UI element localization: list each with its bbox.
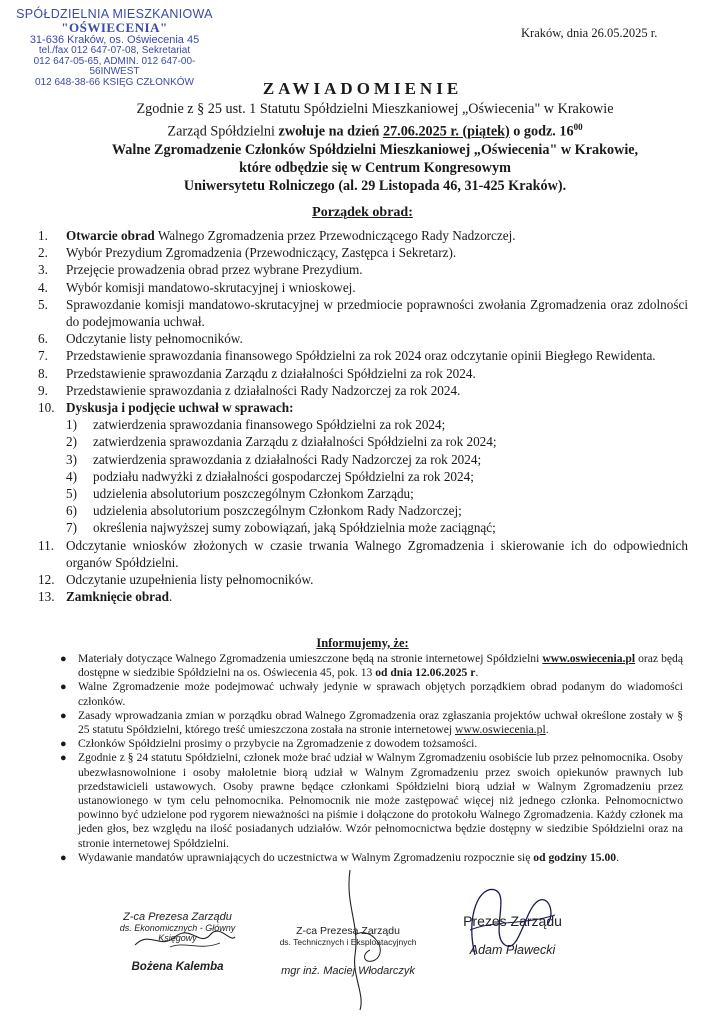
intro-line: Walne Zgromadzenie Członków Spółdzielni Mieszkaniowej „Oświecenia" w Krakowie, — [111, 141, 639, 158]
agenda-subitem-text: podziału nadwyżki z działalności gospodarczej Spółdzielni za rok 2024; — [93, 468, 474, 484]
bullet-icon: ● — [60, 681, 67, 694]
agenda-item — [38, 347, 688, 364]
agenda-subitem — [38, 416, 688, 433]
info-list — [58, 652, 683, 865]
info-item: ● Członków Spółdzielni prosimy o przybycie na Zgromadzenie z dowodem tożsamości. — [60, 737, 478, 751]
agenda-subitem-number: 6) — [66, 503, 77, 519]
agenda-item-number: 3. — [38, 262, 48, 278]
agenda-item-text: Odczytanie listy pełnomocników. — [66, 331, 243, 347]
agenda-subitem-text: zatwierdzenia sprawozdania Zarządu z działalności Spółdzielni za rok 2024; — [93, 434, 497, 450]
agenda-item — [38, 296, 688, 330]
agenda-subitem-text: zatwierdzenia sprawozdania finansowego Spółdzielni za rok 2024; — [93, 417, 446, 433]
agenda-item — [38, 227, 688, 244]
agenda-item-text: Wybór Prezydium Zgromadzenia (Przewodniczący, Zastępca i Sekretarz). — [66, 245, 457, 261]
agenda-item-text: Przejęcie prowadzenia obrad przez wybrane Prezydium. — [66, 262, 363, 278]
stamp-line: SPÓŁDZIELNIA MIESZKANIOWA — [16, 7, 213, 21]
agenda-subitem — [38, 468, 688, 485]
agenda-item-text: Walnego Zgromadzenia przez Przewodniczącego Rady Nadzorczej. — [154, 228, 516, 243]
agenda-item-bold: Zamknięcie obrad — [66, 589, 169, 605]
agenda-item — [38, 588, 688, 605]
signature-name: Adam Pławecki — [469, 943, 556, 957]
agenda-item-number: 2. — [38, 245, 48, 261]
agenda-item-number: 5. — [38, 296, 48, 312]
agenda-item-number: 10. — [38, 400, 55, 416]
bullet-icon: ● — [60, 738, 67, 751]
agenda-subitem-text: udzielenia absolutorium poszczególnym Członkom Zarządu; — [93, 486, 414, 502]
stamp-line: tel./fax 012 647-07-08, Sekretariat — [38, 45, 191, 57]
agenda-subitem-number: 7) — [66, 520, 77, 536]
stamp-line: 012 648-38-66 KSIĘG CZŁONKÓW — [35, 76, 194, 88]
agenda-subitem-number: 1) — [66, 417, 77, 433]
agenda-item — [38, 261, 688, 278]
agenda-subitem-text: udzielenia absolutorium poszczególnym Członkom Rady Nadzorczej; — [93, 503, 462, 519]
agenda-item-text: Odczytanie wniosków złożonych w czasie trwania Walnego Zgromadzenia i skierowanie ich do odpowiednich organów Spółdzielni. — [66, 537, 688, 570]
website-link[interactable]: www.oswiecenia.pl — [455, 723, 546, 737]
signature-block-president — [445, 913, 580, 957]
intro-line: Uniwersytetu Rolniczego (al. 29 Listopada 46, 31-425 Kraków). — [183, 177, 567, 194]
agenda-item-text: Przedstawienie sprawozdania z działalności Rady Nadzorczej za rok 2024. — [66, 382, 461, 398]
agenda-list — [38, 227, 688, 605]
bullet-icon: ● — [60, 851, 67, 864]
info-item: ● Materiały dotyczące Walnego Zgromadzenia umieszczone będą na stronie internetowej Spółdzielni www.oswiecenia.pl oraz będą dostępne w siedzibie Spółdzielni na os. Oświecenia 45, pok. 13 od dnia 12.06.2025 r. — [60, 652, 683, 680]
agenda-item-number: 1. — [38, 228, 48, 243]
signature-title: Prezes Zarządu — [463, 913, 562, 929]
bullet-icon: ● — [60, 752, 67, 765]
meeting-date: 27.06.2025 r. (piątek) — [382, 123, 510, 140]
intro-text: Zarząd Spółdzielni — [167, 123, 279, 140]
agenda-item-number: 11. — [38, 537, 54, 553]
agenda-subitem-number: 4) — [66, 468, 77, 484]
intro-line: Zgodnie z § 25 ust. 1 Statutu Spółdzielni Mieszkaniowej „Oświecenia" w Krakowie — [136, 101, 614, 117]
agenda-item-number: 13. — [38, 589, 55, 605]
agenda-subitem — [38, 519, 688, 536]
bullet-icon: ● — [60, 709, 67, 722]
stamp-line: 012 647-05-65, ADMIN. 012 647-00-56INWEST — [33, 55, 196, 78]
agenda-item-text: Przedstawienie sprawozdania Zarządu z działalności Spółdzielni za rok 2024. — [66, 365, 476, 381]
signature-subtitle: ds. Technicznych i Eksploatacyjnych — [279, 937, 417, 947]
info-item: ● Zasady wprowadzania zmian w porządku obrad Walnego Zgromadzenia oraz zgłaszania projektów uchwał określone zostały w § 25 statutu Spółdzielni, którego treść umieszczona została na stronie internetowej www.oswiecenia.pl. — [60, 708, 683, 737]
agenda-subitem — [38, 485, 688, 502]
agenda-item-text: Przedstawienie sprawozdania finansowego Spółdzielni za rok 2024 oraz odczytanie opinii Biegłego Rewidenta. — [66, 348, 656, 364]
document-date: Kraków, dnia 26.05.2025 r. — [521, 26, 658, 40]
agenda-item-text: Wybór komisji mandatowo-skrutacyjnej i wnioskowej. — [66, 279, 356, 295]
signature-title: Z-ca Prezesa Zarządu — [296, 925, 400, 937]
website-link[interactable]: www.oswiecenia.pl — [542, 652, 636, 665]
agenda-subitem-number: 3) — [66, 451, 77, 467]
intro-line — [45, 118, 705, 141]
signature-title: Z-ca Prezesa Zarządu — [123, 911, 232, 923]
agenda-item — [38, 571, 688, 588]
agenda-item-number: 8. — [38, 365, 48, 381]
agenda-item-number: 7. — [38, 348, 48, 364]
intro-bold: zwołuje na dzień — [278, 123, 383, 140]
agenda-subitem — [38, 502, 688, 519]
agenda-item — [38, 537, 688, 571]
agenda-item — [38, 279, 688, 296]
agenda-item — [38, 382, 688, 399]
bullet-icon: ● — [60, 653, 67, 665]
signature-name: mgr inż. Maciej Włodarczyk — [281, 965, 415, 977]
meeting-time-minutes: 00 — [573, 122, 583, 132]
agenda-item — [38, 330, 688, 347]
stamp-line: "OŚWIECENIA" — [61, 20, 168, 36]
agenda-item-number: 12. — [38, 572, 55, 588]
document-title: ZAWIADOMIENIE — [262, 79, 463, 98]
agenda-item-text: Odczytanie uzupełnienia listy pełnomocników. — [66, 572, 314, 588]
agenda-subitem — [38, 451, 688, 468]
agenda-subitem-text: zatwierdzenia sprawozdania z działalności Rady Nadzorczej za rok 2024; — [93, 451, 482, 467]
meeting-time: o godz. 16 — [509, 123, 574, 140]
agenda-item-text: . — [168, 589, 173, 605]
agenda-subitem-number: 2) — [66, 434, 77, 450]
info-item: ● Zgodnie z § 24 statutu Spółdzielni, członek może brać udział w Walnym Zgromadzeniu osobiście lub przez pełnomocnika. Osoby ubezwłasnowolnione i osoby małoletnie biorą udział w Walnym Zgromadzeniu przez swoich opiekunów prawnych lub przedstawicieli ustawowych. Osoby prawne będące członkami Spółdzielni biorą udział w Walnym Zgromadzeniu przez ustanowionego w tym celu pełnomocnika. Pełnomocnik nie może zastępować więcej niż jednego członka. Pełnomocnictwo powinno być udzielone pod rygorem nieważności na piśmie i dołączone do protokołu Walnego Zgromadzenia. Każdy członek ma jeden głos, bez względu na ilość posiadanych udziałów. Wzór pełnomocnictwa będzie dostępny w siedzibie Spółdzielni oraz na stronie internetowej Spółdzielni. — [60, 751, 683, 850]
agenda-subitem-number: 5) — [66, 486, 77, 502]
stamp-line: 31-636 Kraków, os. Oświecenia 45 — [29, 33, 200, 46]
agenda-heading: Porządek obrad: — [312, 205, 413, 220]
signature-subtitle: ds. Ekonomicznych - Główny Księgowy — [119, 923, 236, 943]
agenda-item-text: Sprawozdanie komisji mandatowo-skrutacyjnej w przedmiocie poprawności zwołania Zgromadzenia oraz zdolności do podejmowania uchwał. — [66, 296, 688, 330]
info-item: ● Wydawanie mandatów uprawniających do uczestnictwa w Walnym Zgromadzeniu rozpocznie się od godziny 15.00. — [60, 850, 619, 864]
info-heading: Informujemy, że: — [316, 636, 409, 650]
agenda-subitem-text: określenia najwyższej sumy zobowiązań, jaką Spółdzielnia może zaciągnąć; — [93, 520, 496, 536]
agenda-item — [38, 365, 688, 382]
agenda-subitem — [38, 433, 688, 450]
signature-name: Bożena Kalemba — [131, 961, 224, 973]
intro-block — [45, 100, 705, 195]
agenda-item-number: 6. — [38, 331, 48, 347]
info-item: ● Walne Zgromadzenie może podejmować uchwały jedynie w sprawach objętych porządkiem obrad podanym do wiadomości członków. — [60, 680, 683, 708]
intro-line: które odbędzie się w Centrum Kongresowym — [239, 159, 511, 176]
signature-block-vice-president-technical — [278, 925, 418, 977]
agenda-item-number: 4. — [38, 279, 48, 295]
agenda-item-bold: Dyskusja i podjęcie uchwał w sprawach: — [66, 400, 294, 416]
cooperative-stamp — [12, 8, 217, 88]
agenda-item — [38, 399, 688, 416]
agenda-item-number: 9. — [38, 382, 48, 398]
signature-block-vice-president-economics — [110, 911, 245, 973]
agenda-item — [38, 244, 688, 261]
agenda-item-bold: Otwarcie obrad — [66, 228, 155, 243]
